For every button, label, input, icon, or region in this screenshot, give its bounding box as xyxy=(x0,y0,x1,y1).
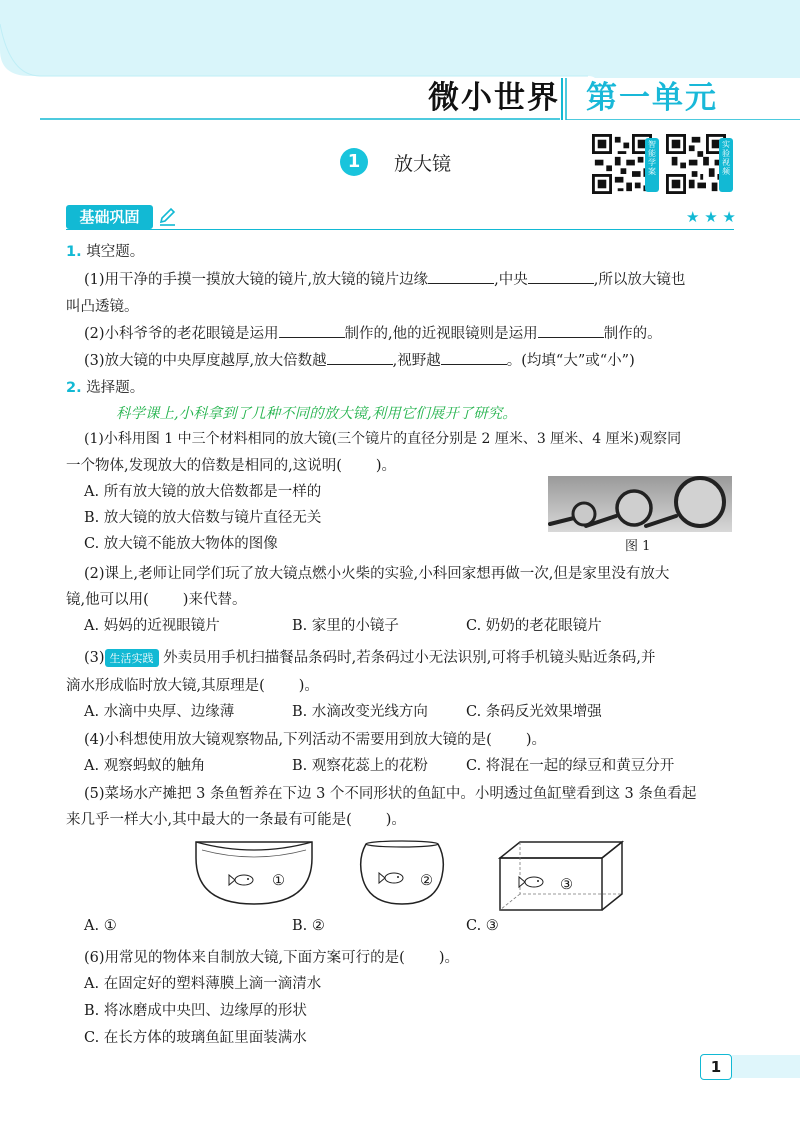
option-b[interactable]: B. 将冰磨成中央凹、边缘厚的形状 xyxy=(84,1003,307,1019)
unit-number: 第一单元 xyxy=(586,80,718,116)
option-a[interactable]: A. 水滴中央厚、边缘薄 xyxy=(84,704,235,720)
scenario-text: 科学课上,小科拿到了几种不同的放大镜,利用它们展开了研究。 xyxy=(116,406,517,422)
option-b[interactable]: B. 家里的小镜子 xyxy=(292,618,399,634)
option-a[interactable]: A. 所有放大镜的放大倍数都是一样的 xyxy=(84,484,322,500)
figure-caption: 图 1 xyxy=(625,539,651,554)
question-line: (5)菜场水产摊把 3 条鱼暂养在下边 3 个不同形状的鱼缸中。小明透过鱼缸壁看到这 3 条鱼看起 xyxy=(84,786,697,802)
question-line: 滴水形成临时放大镜,其原理是( )。 xyxy=(66,678,319,694)
page-strip xyxy=(732,1055,800,1078)
question-line: 来几乎一样大小,其中最大的一条最有可能是( )。 xyxy=(66,812,406,828)
life-practice-tag: 生活实践 xyxy=(105,649,159,667)
question-number: 1. xyxy=(66,244,82,260)
lesson-title: 放大镜 xyxy=(394,153,452,175)
unit-label: 微小世界 xyxy=(428,80,560,116)
option-b[interactable]: B. 放大镜的放大倍数与镜片直径无关 xyxy=(84,510,322,526)
half-round-tank xyxy=(192,838,316,908)
lesson-number-badge: 1 xyxy=(340,148,368,176)
option-a[interactable]: A. 观察蚂蚁的触角 xyxy=(84,758,206,774)
answer-blank[interactable] xyxy=(528,269,594,284)
tank-label: ③ xyxy=(560,877,573,893)
question-line: (4)小科想使用放大镜观察物品,下列活动不需要用到放大镜的是( )。 xyxy=(84,732,546,748)
question-line: (1)小科用图 1 中三个材料相同的放大镜(三个镜片的直径分别是 2 厘米、3 厘米、4 厘米)观察同 xyxy=(84,431,682,447)
option-c[interactable]: C. 放大镜不能放大物体的图像 xyxy=(84,536,278,552)
option-a[interactable]: A. ① xyxy=(84,918,117,934)
question-line: (3) 生活实践 外卖员用手机扫描餐品条码时,若条码过小无法识别,可将手机镜头贴近条码,并 xyxy=(84,650,656,666)
qr-label: 实验视频 xyxy=(719,138,733,192)
option-b[interactable]: B. 观察花蕊上的花粉 xyxy=(292,758,428,774)
question-line: (1)用干净的手摸一摸放大镜的镜片,放大镜的镜片边缘 ,中央 ,所以放大镜也 xyxy=(84,268,685,289)
section-badge: 基础巩固 xyxy=(66,205,153,229)
question-number: 2. xyxy=(66,380,82,396)
section-divider xyxy=(66,229,734,230)
answer-blank[interactable] xyxy=(327,350,393,365)
question-line: (2)课上,老师让同学们玩了放大镜点燃小火柴的实验,小科回家想再做一次,但是家里没有放大 xyxy=(84,566,670,582)
answer-blank[interactable] xyxy=(279,323,345,338)
pencil-icon xyxy=(157,207,177,227)
qr-label: 智能学案 xyxy=(645,138,659,192)
question-line: (2)小科爷爷的老花眼镜是运用 制作的,他的近视眼镜则是运用 制作的。 xyxy=(84,322,662,343)
option-a[interactable]: A. 在固定好的塑料薄膜上滴一滴清水 xyxy=(84,976,322,992)
answer-blank[interactable] xyxy=(441,350,507,365)
difficulty-stars: ★ ★ ★ xyxy=(686,208,736,226)
question-line: (3)放大镜的中央厚度越厚,放大倍数越 ,视野越 。(均填“大”或“小”) xyxy=(84,349,635,370)
question-line: (6)用常见的物体来自制放大镜,下面方案可行的是( )。 xyxy=(84,950,459,966)
qr-code-icon[interactable] xyxy=(666,134,726,194)
option-c[interactable]: C. 奶奶的老花眼镜片 xyxy=(466,618,602,634)
option-b[interactable]: B. ② xyxy=(292,918,325,934)
question-line: 叫凸透镜。 xyxy=(66,299,139,315)
question-line: 一个物体,发现放大的倍数是相同的,这说明( )。 xyxy=(66,458,397,474)
qr-code-icon[interactable] xyxy=(592,134,652,194)
option-c[interactable]: C. 条码反光效果增强 xyxy=(466,704,602,720)
answer-blank[interactable] xyxy=(428,269,494,284)
cuboid-tank xyxy=(496,838,626,914)
page-number: 1 xyxy=(700,1054,732,1080)
option-b[interactable]: B. 水滴改变光线方向 xyxy=(292,704,428,720)
option-a[interactable]: A. 妈妈的近视眼镜片 xyxy=(84,618,220,634)
option-c[interactable]: C. 将混在一起的绿豆和黄豆分开 xyxy=(466,758,675,774)
question-title: 填空题。 xyxy=(86,244,145,260)
question-line: 镜,他可以用( )来代替。 xyxy=(66,592,247,608)
round-bowl-tank xyxy=(356,838,448,908)
answer-blank[interactable] xyxy=(538,323,604,338)
tank-label: ② xyxy=(420,873,433,889)
option-c[interactable]: C. 在长方体的玻璃鱼缸里面装满水 xyxy=(84,1030,307,1046)
question-title: 选择题。 xyxy=(86,380,145,396)
magnifier-photo xyxy=(548,476,732,532)
tank-label: ① xyxy=(272,873,285,889)
option-c[interactable]: C. ③ xyxy=(466,918,499,934)
